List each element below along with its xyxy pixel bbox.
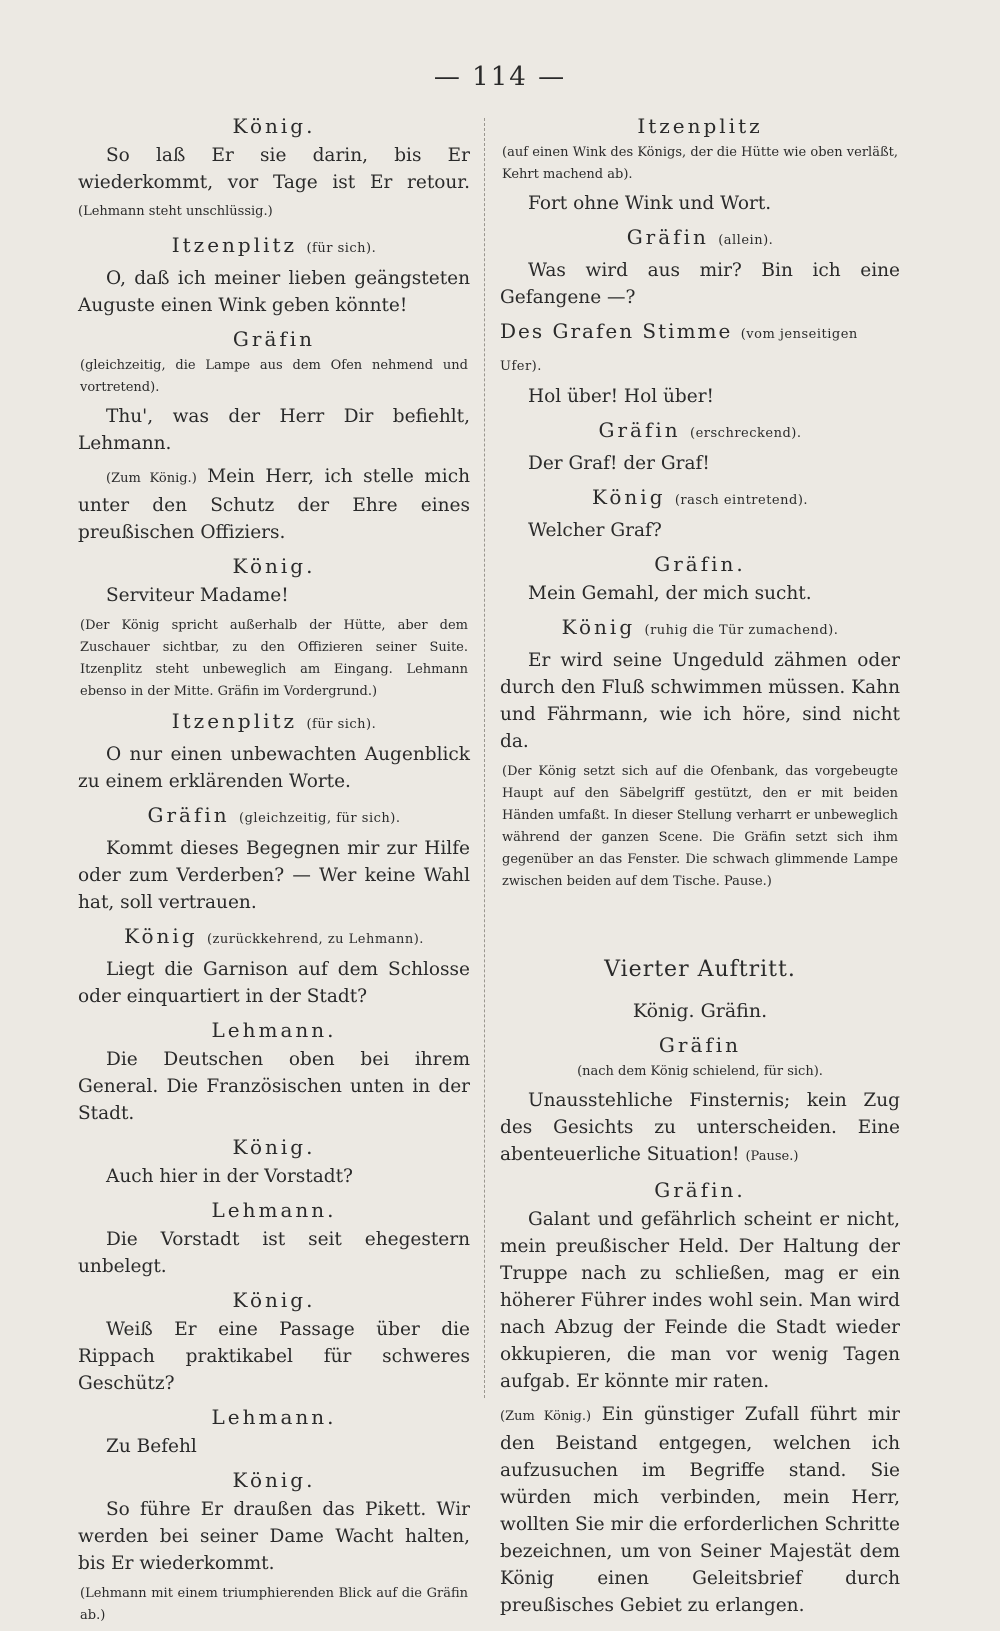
speaker-label: Des Grafen Stimme — [500, 319, 733, 343]
speaker-name — [78, 231, 470, 263]
dialogue-line — [78, 1433, 470, 1460]
dialogue-text: Unausstehliche Finsternis; kein Zug des Gesichts zu unterscheiden. Eine abenteuerliche Situation! — [500, 1090, 900, 1165]
stage-direction-block: (nach dem König schielend, für sich). — [577, 1064, 823, 1079]
dialogue-line — [78, 403, 470, 457]
speaker-name — [78, 801, 470, 833]
dialogue-line — [500, 1206, 900, 1395]
page-number: — 114 — — [433, 62, 567, 92]
column-divider — [484, 118, 485, 1398]
speaker-label: König — [124, 924, 198, 948]
dialogue-text: Er wird seine Ungeduld zähmen oder durch den Fluß schwimmen müssen. Kahn und Fährmann, wie ich höre, sind nicht da. — [500, 650, 900, 752]
speaker-label: König. — [232, 1135, 316, 1159]
stage-direction: (gleichzeitig, für sich). — [239, 811, 401, 826]
dialogue-text: Der Graf! der Graf! — [528, 453, 710, 474]
speaker-label: König. — [232, 554, 316, 578]
dialogue-text: Was wird aus mir? Bin ich eine Gefangene —? — [500, 260, 900, 308]
dialogue-text: Weiß Er eine Passage über die Rippach praktikabel für schweres Geschütz? — [78, 1319, 470, 1394]
speaker-name — [500, 613, 900, 645]
dialogue-line — [78, 265, 470, 319]
speaker-label: König — [591, 485, 666, 509]
speaker-name — [78, 112, 470, 140]
stage-direction-block: (Der König spricht außerhalb der Hütte, aber dem Zuschauer sichtbar, zu den Offizieren seiner Suite. Itzenplitz steht unbeweglich am Eingang. Lehmann ebenso in der Mitte. Gräfin im Vordergrund.) — [80, 618, 468, 699]
dialogue-line — [78, 142, 470, 225]
speaker-label: König. — [232, 1468, 316, 1492]
speaker-label: Gräfin — [147, 803, 230, 827]
stage-direction: (Lehmann steht unschlüssig.) — [78, 204, 273, 219]
dialogue-line — [500, 190, 900, 217]
dialogue-line — [500, 647, 900, 755]
speaker-label: Gräfin. — [654, 1178, 746, 1202]
dialogue-line — [500, 1401, 900, 1619]
speaker-label: Lehmann. — [211, 1198, 337, 1222]
speaker-label: Itzenplitz — [171, 709, 298, 733]
dialogue-text: Fort ohne Wink und Wort. — [528, 193, 772, 214]
speaker-name — [500, 223, 900, 255]
dialogue-line — [500, 517, 900, 544]
speaker-name — [500, 112, 900, 140]
dialogue-line — [78, 1316, 470, 1397]
dialogue-line — [78, 1226, 470, 1280]
speaker-name — [78, 1133, 470, 1161]
dialogue-text: So laß Er sie darin, bis Er wiederkommt, vor Tage ist Er retour. — [78, 145, 470, 193]
left-column — [78, 112, 470, 1631]
stage-direction-block: (gleichzeitig, die Lampe aus dem Ofen nehmend und vortretend). — [80, 358, 468, 395]
dialogue-line — [500, 580, 900, 607]
stage-direction: (für sich). — [306, 241, 377, 256]
dialogue-text: Welcher Graf? — [528, 520, 662, 541]
stage-direction: (zurückkehrend, zu Lehmann). — [206, 932, 424, 947]
speaker-name — [500, 1031, 900, 1059]
stage-direction: (ruhig die Tür zumachend). — [644, 623, 839, 638]
stage-direction-block: (Lehmann mit einem triumphierenden Blick auf die Gräfin ab.) — [80, 1586, 468, 1623]
dialogue-text: Ein günstiger Zufall führt mir den Beistand entgegen, welchen ich aufzusuchen im Begriffe stand. Sie würden mich verbinden, mein Herr, wollten Sie mir die erforderlichen Schritte bezeichnen, um von Seiner Majestät dem König einen Geleitsbrief durch preußisches Gebiet zu erlangen. — [500, 1404, 900, 1616]
speaker-label: König. — [232, 114, 316, 138]
dialogue-text: Mein Herr, ich stelle mich unter den Schutz der Ehre eines preußischen Offiziers. — [78, 466, 470, 543]
dialogue-text: Galant und gefährlich scheint er nicht, mein preußischer Held. Der Haltung der Truppe nach zu schließen, mag er ein höherer Führer indes wohl sein. Man wird nach Abzug der Feinde die Stadt wieder okkupieren, die man vor wenig Tagen aufgab. Er könnte mir raten. — [500, 1209, 900, 1392]
stage-direction: (rasch eintretend). — [674, 493, 809, 508]
stage-direction: (Zum König.) — [500, 1409, 592, 1424]
speaker-name — [500, 550, 900, 578]
speaker-name — [78, 707, 470, 739]
right-column — [500, 112, 900, 1625]
dialogue-line — [78, 463, 470, 546]
dialogue-line — [78, 1046, 470, 1127]
dialogue-line — [78, 1163, 470, 1190]
speaker-name — [500, 483, 900, 515]
speaker-name — [78, 922, 470, 954]
dialogue-text: O nur einen unbewachten Augenblick zu einem erklärenden Worte. — [78, 744, 470, 792]
dialogue-text: Zu Befehl — [106, 1436, 197, 1457]
speaker-label: Lehmann. — [211, 1405, 337, 1429]
dialogue-text: So führe Er draußen das Pikett. Wir werden bei seiner Dame Wacht halten, bis Er wiederkommt. — [78, 1499, 470, 1574]
dialogue-line — [78, 1496, 470, 1577]
dialogue-text: Serviteur Madame! — [106, 585, 289, 606]
speaker-label: Gräfin — [598, 418, 681, 442]
stage-direction-block: (auf einen Wink des Königs, der die Hütte wie oben verläßt, Kehrt machend ab). — [502, 145, 898, 182]
stage-direction: (Pause.) — [745, 1149, 799, 1164]
dialogue-line — [78, 582, 470, 609]
speaker-label: König — [561, 615, 636, 639]
speaker-label: Itzenplitz — [171, 233, 298, 257]
stage-direction: (für sich). — [306, 717, 377, 732]
speaker-label: König. — [232, 1288, 316, 1312]
dialogue-text: Die Vorstadt ist seit ehegestern unbelegt. — [78, 1229, 470, 1277]
speaker-label: Gräfin — [626, 225, 709, 249]
speaker-name — [500, 416, 900, 448]
speaker-name — [78, 1466, 470, 1494]
dialogue-line — [500, 257, 900, 311]
dialogue-text: Auch hier in der Vorstadt? — [106, 1166, 353, 1187]
dialogue-text: Hol über! Hol über! — [528, 386, 714, 407]
dialogue-text: Kommt dieses Begegnen mir zur Hilfe oder zum Verderben? — Wer keine Wahl hat, soll vertrauen. — [78, 838, 470, 913]
dialogue-line — [500, 450, 900, 477]
stage-direction: (allein). — [718, 233, 774, 248]
speaker-name — [500, 317, 900, 381]
dialogue-line — [500, 383, 900, 410]
speaker-label: Gräfin — [232, 327, 316, 351]
dialogue-line — [78, 835, 470, 916]
stage-direction: (vom jenseitigen Ufer). — [500, 327, 858, 374]
speaker-label: Gräfin. — [654, 552, 746, 576]
dialogue-text: Liegt die Garnison auf dem Schlosse oder einquartiert in der Stadt? — [78, 959, 470, 1007]
dialogue-text: Thu', was der Herr Dir befiehlt, Lehmann. — [78, 406, 470, 454]
dialogue-line — [500, 1087, 900, 1170]
stage-direction: (erschreckend). — [690, 426, 802, 441]
scene-title: Vierter Auftritt. — [604, 957, 796, 982]
speaker-name — [500, 1176, 900, 1204]
dialogue-line — [78, 956, 470, 1010]
speaker-label: Itzenplitz — [637, 114, 763, 138]
speaker-name — [78, 1403, 470, 1431]
spacer — [500, 1619, 900, 1625]
speaker-label: Gräfin — [658, 1033, 742, 1057]
speaker-name — [78, 552, 470, 580]
scene-cast: König. Gräfin. — [632, 1000, 768, 1022]
speaker-label: Lehmann. — [211, 1018, 337, 1042]
dialogue-text: Die Deutschen oben bei ihrem General. Die Französischen unten in der Stadt. — [78, 1049, 470, 1124]
speaker-name — [78, 1286, 470, 1314]
dialogue-text: O, daß ich meiner lieben geängsteten Auguste einen Wink geben könnte! — [78, 268, 470, 316]
speaker-name — [78, 325, 470, 353]
stage-direction: (Zum König.) — [106, 471, 197, 486]
speaker-name — [78, 1196, 470, 1224]
dialogue-text: Mein Gemahl, der mich sucht. — [528, 583, 812, 604]
stage-direction-block: (Der König setzt sich auf die Ofenbank, das vorgebeugte Haupt auf den Säbelgriff gestützt, den er mit beiden Händen umfaßt. In dieser Stellung verharrt er unbeweglich während der ganzen Scene. Die Gräfin setzt sich ihm gegenüber an das Fenster. Die schwach glimmende Lampe zwischen beiden auf dem Tische. Pause.) — [502, 764, 898, 889]
speaker-name — [78, 1016, 470, 1044]
dialogue-line — [78, 741, 470, 795]
